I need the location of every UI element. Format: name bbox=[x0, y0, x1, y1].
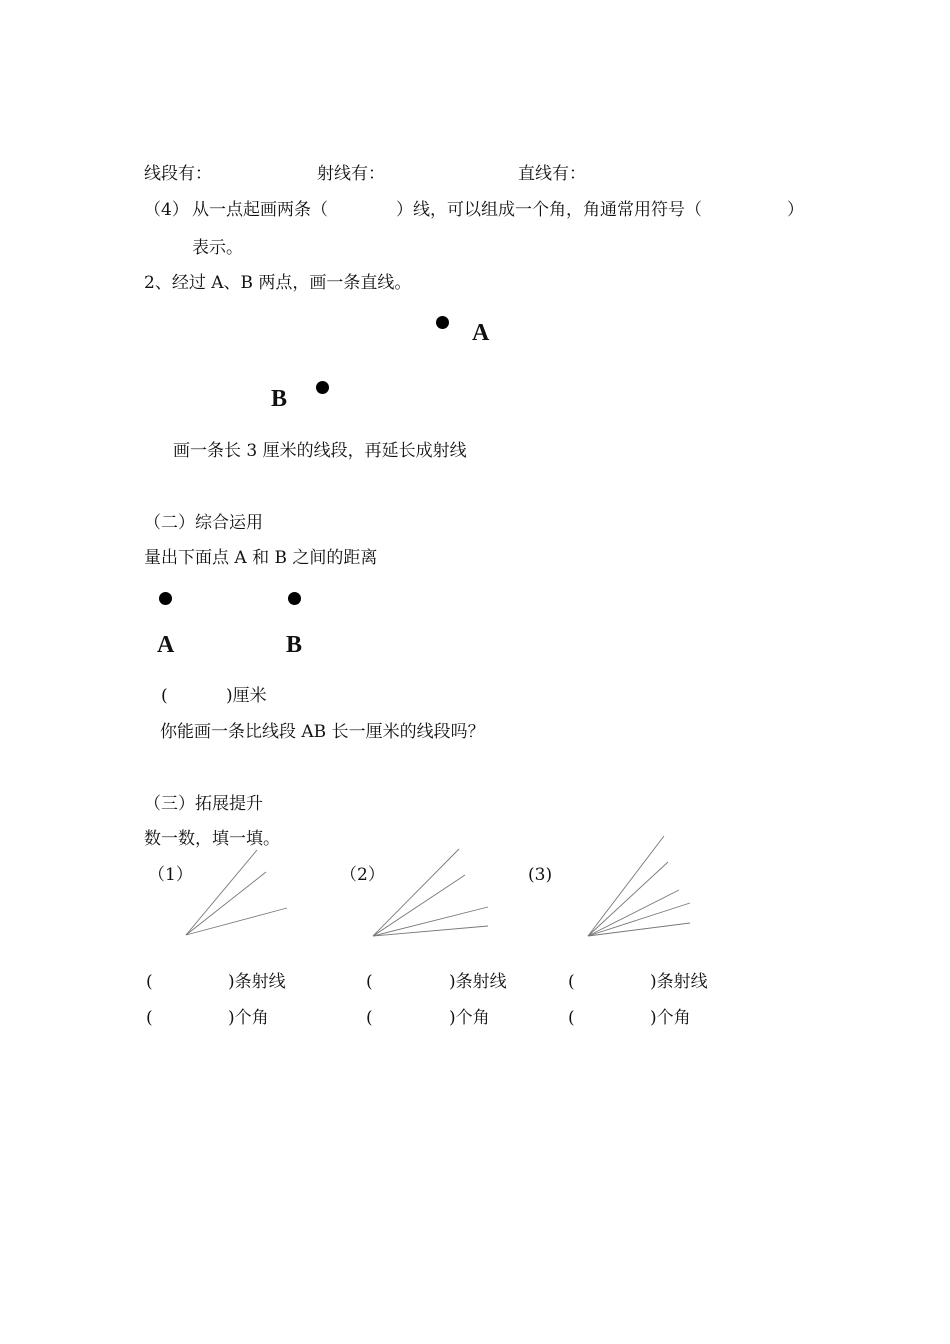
ray bbox=[588, 890, 679, 936]
ray bbox=[588, 862, 668, 936]
item4-text-c: ） bbox=[787, 200, 804, 220]
figure-2-label: （2） bbox=[340, 865, 385, 885]
point-b-label: B bbox=[271, 386, 288, 412]
distance-answer-unit: )厘米 bbox=[226, 686, 267, 706]
q2-instruction: 2、经过 A、B 两点，画一条直线。 bbox=[144, 273, 412, 293]
distance-answer-open: ( bbox=[161, 686, 168, 706]
figure-3-label: (3) bbox=[528, 865, 553, 885]
rays-answer-3-open: ( bbox=[568, 972, 575, 992]
angles-answer-2-open: ( bbox=[366, 1008, 373, 1028]
rays-answer-1-open: ( bbox=[146, 972, 153, 992]
angles-answer-1-open: ( bbox=[146, 1008, 153, 1028]
rays-answer-3-suffix: )条射线 bbox=[650, 972, 708, 992]
point-a-label: A bbox=[472, 320, 490, 346]
item4-text-b: ）线，可以组成一个角，角通常用符号（ bbox=[396, 200, 702, 220]
figure-1-label: （1） bbox=[148, 865, 193, 885]
rays-answer-2-suffix: )条射线 bbox=[449, 972, 507, 992]
segment-task: 画一条长 3 厘米的线段，再延长成射线 bbox=[173, 441, 467, 461]
item4-number: （4） bbox=[144, 200, 189, 220]
lines-label: 直线有： bbox=[518, 164, 586, 184]
ray bbox=[588, 836, 664, 936]
measure-point-a-label: A bbox=[157, 632, 175, 658]
item4-text-a: 从一点起画两条（ bbox=[192, 200, 328, 220]
angles-answer-3-open: ( bbox=[568, 1008, 575, 1028]
measure-point-b-label: B bbox=[286, 632, 303, 658]
longer-segment-question: 你能画一条比线段 AB 长一厘米的线段吗？ bbox=[160, 722, 485, 742]
section2-title: （二）综合运用 bbox=[144, 513, 263, 533]
measure-instruction: 量出下面点 A 和 B 之间的距离 bbox=[144, 548, 378, 568]
rays-answer-1-suffix: )条射线 bbox=[228, 972, 286, 992]
segments-label: 线段有： bbox=[144, 164, 212, 184]
rays-label: 射线有： bbox=[317, 164, 385, 184]
angles-answer-3-suffix: )个角 bbox=[650, 1008, 691, 1028]
angles-answer-1-suffix: )个角 bbox=[228, 1008, 269, 1028]
ray bbox=[588, 903, 690, 936]
section3-instruction: 数一数，填一填。 bbox=[144, 829, 280, 849]
ray bbox=[588, 923, 690, 936]
section3-title: （三）拓展提升 bbox=[144, 794, 263, 814]
item4-text-line2: 表示。 bbox=[192, 238, 243, 258]
rays-answer-2-open: ( bbox=[366, 972, 373, 992]
angles-answer-2-suffix: )个角 bbox=[449, 1008, 490, 1028]
